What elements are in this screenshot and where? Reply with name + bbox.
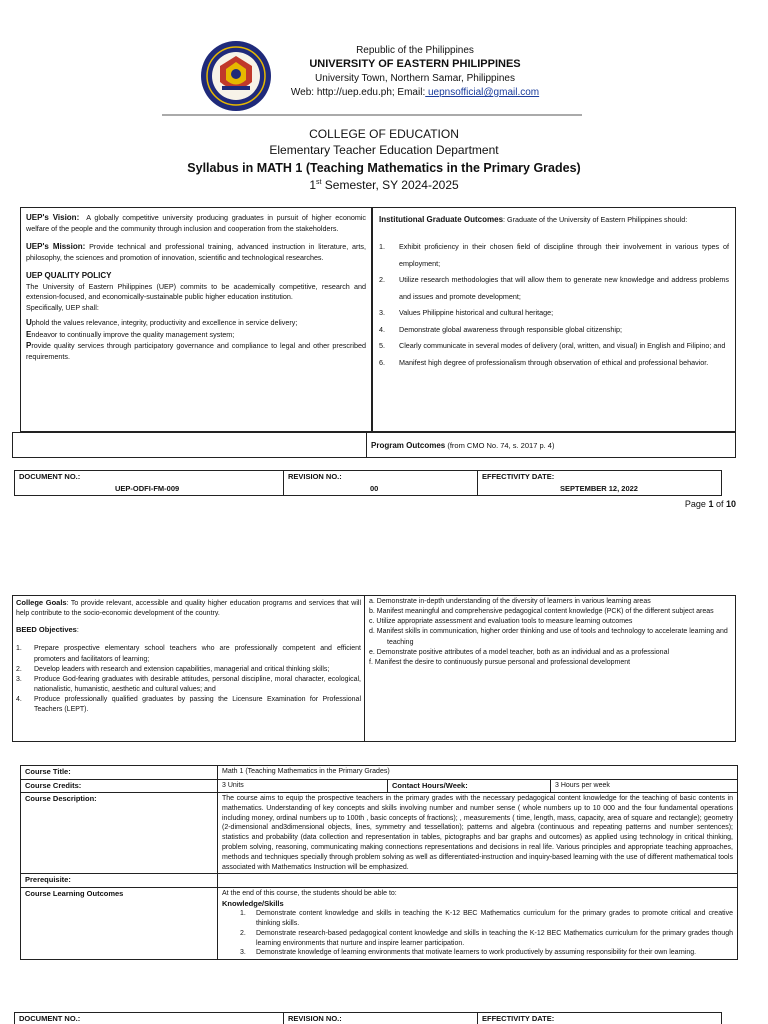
quality-policy-text: The University of Eastern Philippines (UEP) commits to be academically competitive, research and extension-focused, and economically-sustainable public higher education institution. xyxy=(26,281,366,302)
specifically-text: Specifically, UEP shall: xyxy=(26,302,99,312)
republic-line: Republic of the Philippines xyxy=(356,45,474,56)
course-title-label: Course Title: xyxy=(21,766,218,780)
document-info-footer-2 xyxy=(14,1012,722,1024)
university-name: UNIVERSITY OF EASTERN PHILIPPINES xyxy=(309,58,521,70)
table-row xyxy=(21,793,738,874)
policy-item: Uphold the values relevance, integrity, productivity and excellence in service delivery; xyxy=(26,317,298,327)
semester-number: 1 xyxy=(309,178,317,192)
list-item: 2. Develop leaders with research and extension capabilities, managerial and critical thinking skills; xyxy=(16,665,330,673)
vision-mission-box xyxy=(20,207,372,432)
clo-intro: At the end of this course, the students should be able to: xyxy=(222,889,397,897)
clo-subheading: Knowledge/Skills xyxy=(222,898,284,908)
goals-column xyxy=(13,596,364,741)
course-title-value: Math 1 (Teaching Mathematics in the Primary Grades) xyxy=(218,766,738,780)
outcomes-title: Institutional Graduate Outcomes: Graduate of the University of Eastern Philippines should: xyxy=(379,215,688,224)
list-item: 3. Values Philippine historical and cultural heritage; xyxy=(379,308,554,318)
effectivity-date-cell: EFFECTIVITY DATE: SEPTEMBER 12, 2022 xyxy=(477,471,723,496)
list-item: c. Utilize appropriate assessment and evaluation tools to measure learning outcomes xyxy=(369,618,633,626)
list-item: 5. Clearly communicate in several modes of delivery (oral, written, and visual) in English and Filipino; and xyxy=(379,341,726,351)
revision-number-cell: REVISION NO.: 00 xyxy=(283,471,477,496)
document-number-cell: DOCUMENT NO.: UEP-ODFI-FM-009 xyxy=(19,472,180,493)
university-address: University Town, Northern Samar, Philippines xyxy=(315,73,515,84)
vision-text: A globally competitive university producing graduates in pursuit of higher economic welfare of the people and the community through inclusion and cooperation from the stakeholders. xyxy=(26,213,367,233)
policy-item: Provide quality services through participatory governance and compliance to legal and other prescribed requirements. xyxy=(26,341,366,361)
list-item: 4. Produce professionally qualified graduates by passing the Licensure Examination for Professional Teachers (LEPT). xyxy=(16,696,361,714)
list-item: 1. Demonstrate content knowledge and skills in teaching the K-12 BEC Mathematics curriculum for the primary grades to promote critical and creative thinking skills. xyxy=(240,910,733,927)
list-item: a. Demonstrate in-depth understanding of the diversity of learners in various learning areas xyxy=(369,598,651,605)
vision-paragraph xyxy=(26,212,366,234)
semester-title xyxy=(80,178,688,192)
semester-rest: Semester, SY 2024-2025 xyxy=(321,178,459,192)
mission-text: Provide technical and professional training, advanced instruction in literature, arts, philosophy, the sciences and promotion of innovation, scientific and technological researches. xyxy=(26,242,367,262)
list-item: b. Manifest meaningful and comprehensive pedagogical content knowledge (PCK) of the different subject areas xyxy=(369,608,714,616)
quality-policy-label: UEP QUALITY POLICY xyxy=(26,271,112,281)
list-item: 4. Demonstrate global awareness through responsible global citizenship; xyxy=(379,324,622,334)
document-number-cell: DOCUMENT NO.: xyxy=(19,1014,81,1023)
list-item: 6. Manifest high degree of professionalism through observation of ethical and professional behavior. xyxy=(379,357,709,367)
clo-list xyxy=(222,909,733,958)
goals-objectives-box xyxy=(12,595,736,742)
course-learning-outcomes-label: Course Learning Outcomes xyxy=(21,887,218,959)
program-outcomes-list xyxy=(364,596,735,741)
table-row xyxy=(21,779,738,793)
list-item: 3. Produce God-fearing graduates with desirable attitudes, personal discipline, moral character, ecological, nationalistic, humanistic, aesthetic and cultural values; and xyxy=(16,675,361,693)
program-outcomes-row xyxy=(12,432,736,458)
policy-item: Endeavor to continually improve the quality management system; xyxy=(26,329,235,339)
course-learning-outcomes-cell xyxy=(218,887,738,959)
effectivity-date-cell: EFFECTIVITY DATE: xyxy=(477,1013,723,1024)
list-item: 1. Exhibit proficiency in their chosen field of discipline through their involvement in various types of employment; xyxy=(379,242,729,268)
table-row xyxy=(21,887,738,959)
list-item: 1. Prepare prospective elementary school teachers who are professionally competent and efficient promoters and facilitators of learning; xyxy=(16,645,361,663)
table-row xyxy=(21,874,738,888)
beed-objectives-label: BEED Objectives: xyxy=(16,625,79,635)
list-item: f. Manifest the desire to continuously pursue personal and professional development xyxy=(369,658,631,666)
revision-number-cell: REVISION NO.: xyxy=(283,1013,477,1024)
course-credits-label: Course Credits: xyxy=(21,779,218,793)
email-link[interactable]: uepnsofficial@gmail.com xyxy=(425,87,540,98)
mission-paragraph xyxy=(26,241,366,263)
vision-label: UEP's Vision: xyxy=(26,213,80,222)
syllabus-title: Syllabus in MATH 1 (Teaching Mathematics in the Primary Grades) xyxy=(187,161,581,175)
course-info-table xyxy=(20,765,738,960)
page-number: Page 1 of 10 xyxy=(684,499,736,509)
header-divider xyxy=(162,114,582,116)
contact-hours-label: Contact Hours/Week: xyxy=(388,779,551,793)
course-description-label: Course Description: xyxy=(21,793,218,874)
list-item: 2. Demonstrate research-based pedagogical content knowledge and skills in teaching the K-12 BEC Mathematics curriculum for the primary grades though learning environments that nurture and inspire learner participation. xyxy=(240,929,733,947)
course-credits-value: 3 Units xyxy=(218,779,388,793)
list-item: e. Demonstrate positive attributes of a model teacher, both as an individual and as a professional xyxy=(369,648,670,656)
document-info-footer xyxy=(14,470,722,496)
syllabus-page-2 xyxy=(0,560,768,1024)
prerequisite-value xyxy=(218,874,738,888)
semester-suffix: st xyxy=(316,179,322,186)
mission-label: UEP's Mission: xyxy=(26,242,86,252)
list-item: d. Manifest skills in communication, higher order thinking and use of tools and technology to accelerate learning and teaching xyxy=(369,628,728,646)
college-goals: College Goals: To provide relevant, accessible and quality higher education programs and services that will help contribute to the socio-economic development of the country. xyxy=(16,598,362,618)
program-outcomes-cell: Program Outcomes (from CMO No. 74, s. 2017 p. 4) xyxy=(366,433,558,457)
table-row xyxy=(21,766,738,780)
prerequisite-label: Prerequisite: xyxy=(21,874,218,888)
list-item: 2. Utilize research methodologies that will allow them to generate new knowledge and address problems and issues and promote development; xyxy=(379,275,729,301)
college-title: COLLEGE OF EDUCATION xyxy=(309,127,459,141)
web-prefix: Web: http://uep.edu.ph; Email: xyxy=(290,87,426,98)
graduate-outcomes-box xyxy=(372,207,736,432)
web-email-line xyxy=(230,87,600,98)
list-item: 3. Demonstrate knowledge of learning environments that motivate learners to work productively by assuming responsibility for their own learning. xyxy=(240,949,697,957)
course-description-text: The course aims to equip the prospective teachers in the primary grades with the necessary pedagogical content knowledge for the teaching of basic contents in mathematics. Understanding of key concepts and skills involving number and number sense ( whole numbers up to 10 000 and the four fundamental operations including money, ordinal numbers up to 100th , basic concepts of fractions); , measurements ( time, length, mass, capacity, area of square and rectangle); geometry (2-dimensional and3dimensional objects, lines, symmetry and tessellation); patterns and algebra (continuous and repeating patterns and number sentences); statistics and probability (data collection and representation in tables, pictographs and bar graphs and outcomes) as applied using technology in critical thinking, problem solving, reasoning, communicating making connections representations and decisions in real life. Various principles and appropriate teaching approaches, methods and techniques specially through problem solving as well as differentiated-instruction and inquiry-based learning with the use of different mathematical tools associated with Mathematics Instruction will be emphasized. xyxy=(218,793,738,874)
contact-hours-value: 3 Hours per week xyxy=(551,779,738,793)
outcomes-list xyxy=(379,239,729,371)
department-title: Elementary Teacher Education Department xyxy=(269,143,499,157)
beed-objectives-list xyxy=(16,644,361,715)
